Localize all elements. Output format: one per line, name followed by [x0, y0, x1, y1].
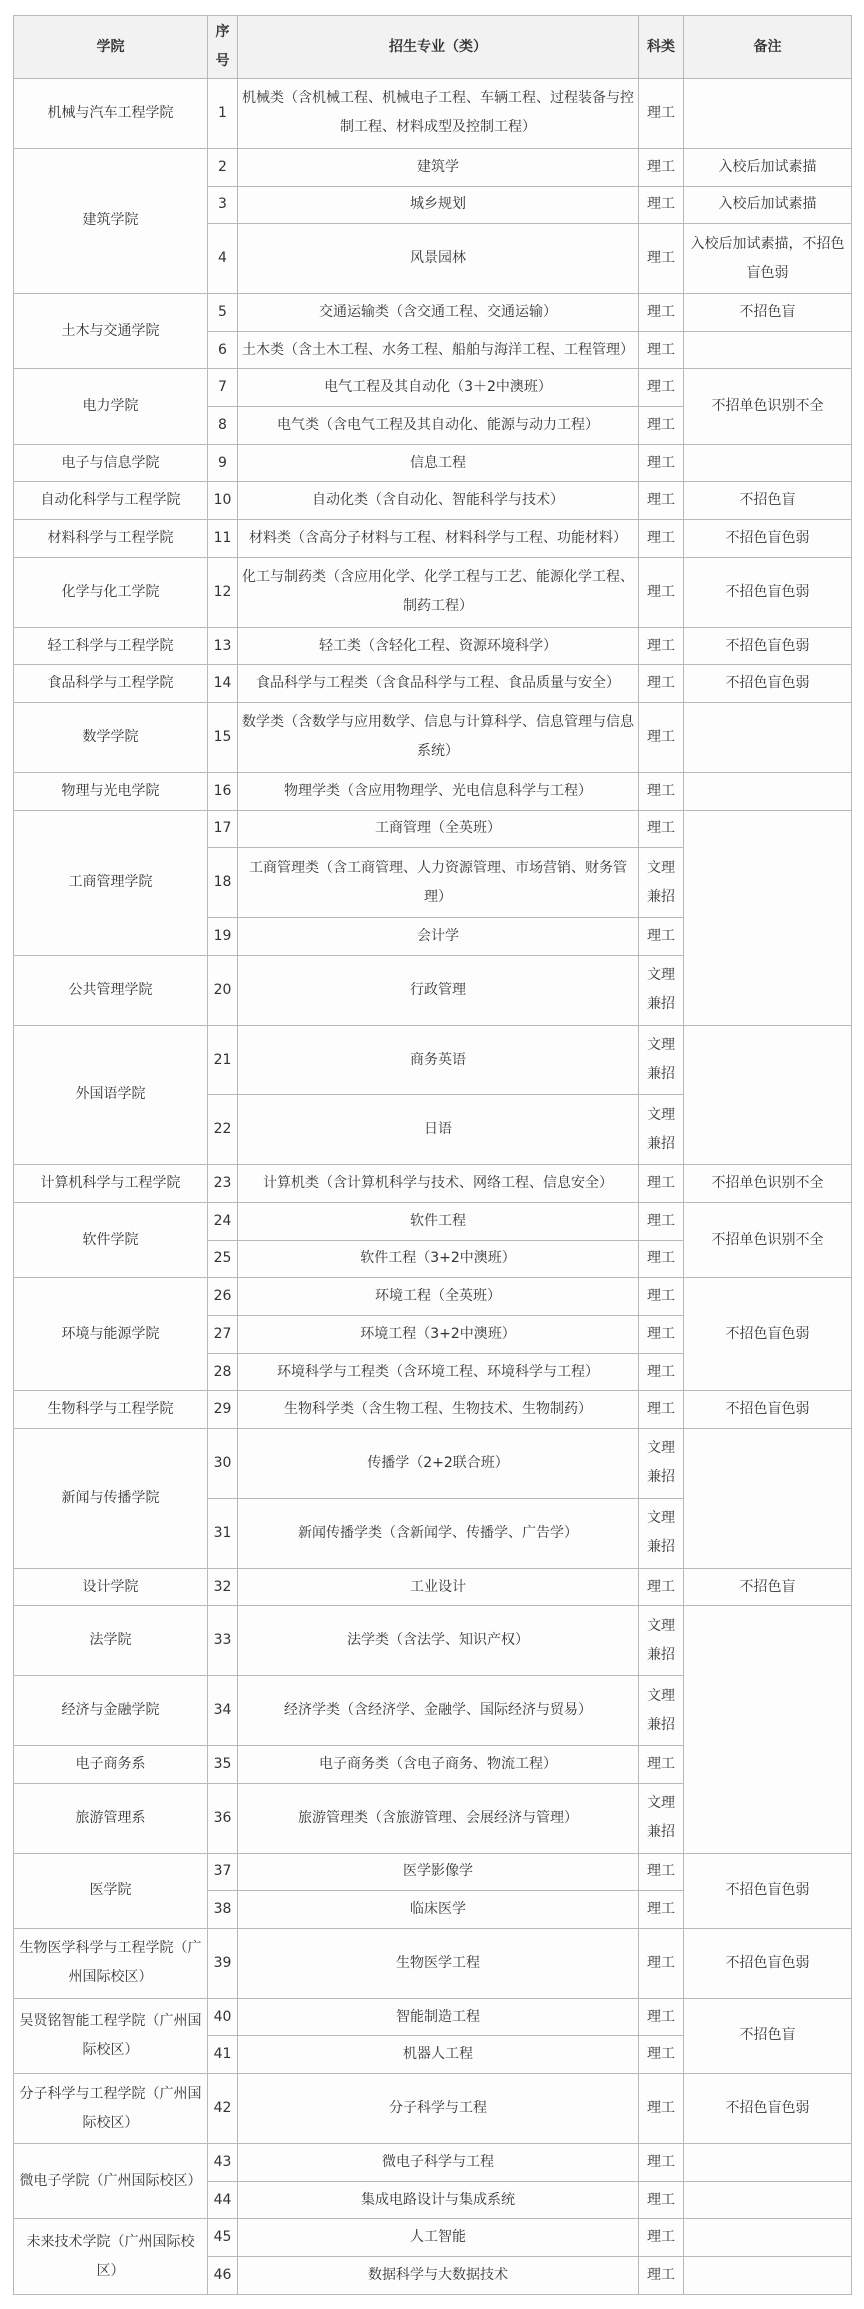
table-row [14, 1202, 852, 1240]
major-cell: 材料类（含高分子材料与工程、材料科学与工程、功能材料） [238, 520, 639, 558]
number-cell: 24 [208, 1202, 238, 1240]
number-cell: 38 [208, 1891, 238, 1929]
college-cell: 自动化科学与工程学院 [14, 482, 208, 520]
college-cell: 经济与金融学院 [14, 1676, 208, 1746]
major-cell: 旅游管理类（含旅游管理、会展经济与管理） [238, 1783, 639, 1853]
college-cell: 土木与交通学院 [14, 294, 208, 369]
number-cell: 26 [208, 1278, 238, 1316]
header-category: 科类 [639, 16, 684, 79]
number-cell: 8 [208, 407, 238, 445]
category-cell: 理工 [639, 1853, 684, 1891]
major-cell: 机器人工程 [238, 2036, 639, 2074]
major-cell: 法学类（含法学、知识产权） [238, 1606, 639, 1676]
number-cell: 11 [208, 520, 238, 558]
table-row [14, 557, 852, 627]
note-cell: 不招单色识别不全 [684, 369, 852, 444]
category-cell: 理工 [639, 331, 684, 369]
major-cell: 行政管理 [238, 955, 639, 1025]
table-row [14, 520, 852, 558]
note-cell: 不招单色识别不全 [684, 1202, 852, 1277]
college-cell: 外国语学院 [14, 1025, 208, 1165]
college-cell: 物理与光电学院 [14, 772, 208, 810]
number-cell: 27 [208, 1316, 238, 1354]
category-cell: 理工 [639, 2143, 684, 2181]
major-cell: 传播学（2+2联合班） [238, 1429, 639, 1499]
college-cell: 生物科学与工程学院 [14, 1391, 208, 1429]
college-cell: 电力学院 [14, 369, 208, 444]
number-cell: 44 [208, 2181, 238, 2219]
category-cell: 理工 [639, 2219, 684, 2257]
note-cell: 不招色盲色弱 [684, 520, 852, 558]
major-cell: 数据科学与大数据技术 [238, 2257, 639, 2295]
table-row [14, 772, 852, 810]
number-cell: 28 [208, 1353, 238, 1391]
table-row [14, 369, 852, 407]
note-cell [684, 1429, 852, 1569]
college-cell: 计算机科学与工程学院 [14, 1165, 208, 1203]
note-cell [684, 444, 852, 482]
number-cell: 10 [208, 482, 238, 520]
number-cell: 29 [208, 1391, 238, 1429]
number-cell: 37 [208, 1853, 238, 1891]
category-cell: 理工 [639, 2074, 684, 2144]
number-cell: 13 [208, 627, 238, 665]
college-cell: 化学与化工学院 [14, 557, 208, 627]
number-cell: 9 [208, 444, 238, 482]
major-cell: 城乡规划 [238, 186, 639, 224]
major-cell: 电子商务类（含电子商务、物流工程） [238, 1746, 639, 1784]
number-cell: 34 [208, 1676, 238, 1746]
major-cell: 工商管理（全英班） [238, 810, 639, 848]
number-cell: 21 [208, 1025, 238, 1095]
number-cell: 36 [208, 1783, 238, 1853]
note-cell: 不招色盲 [684, 1998, 852, 2073]
college-cell: 生物医学科学与工程学院（广州国际校区） [14, 1928, 208, 1998]
major-cell: 微电子科学与工程 [238, 2143, 639, 2181]
college-cell: 软件学院 [14, 1202, 208, 1277]
note-cell: 不招色盲 [684, 294, 852, 332]
header-note: 备注 [684, 16, 852, 79]
category-cell: 理工 [639, 444, 684, 482]
table-row [14, 1853, 852, 1891]
number-cell: 32 [208, 1568, 238, 1606]
note-cell: 不招色盲色弱 [684, 2074, 852, 2144]
category-cell: 理工 [639, 1891, 684, 1929]
table-row [14, 1278, 852, 1316]
number-cell: 5 [208, 294, 238, 332]
category-cell: 理工 [639, 1316, 684, 1354]
major-cell: 机械类（含机械工程、机械电子工程、车辆工程、过程装备与控制工程、材料成型及控制工程） [238, 79, 639, 149]
category-cell: 文理兼招 [639, 1498, 684, 1568]
college-cell: 公共管理学院 [14, 955, 208, 1025]
major-cell: 临床医学 [238, 1891, 639, 1929]
major-cell: 医学影像学 [238, 1853, 639, 1891]
category-cell: 文理兼招 [639, 1783, 684, 1853]
major-cell: 轻工类（含轻化工程、资源环境科学） [238, 627, 639, 665]
college-cell: 未来技术学院（广州国际校区） [14, 2219, 208, 2295]
header-major: 招生专业（类） [238, 16, 639, 79]
category-cell: 理工 [639, 918, 684, 956]
category-cell: 理工 [639, 1165, 684, 1203]
major-cell: 生物科学类（含生物工程、生物技术、生物制药） [238, 1391, 639, 1429]
number-cell: 45 [208, 2219, 238, 2257]
major-cell: 物理学类（含应用物理学、光电信息科学与工程） [238, 772, 639, 810]
category-cell: 文理兼招 [639, 955, 684, 1025]
table-row [14, 1606, 852, 1676]
note-cell [684, 2143, 852, 2181]
number-cell: 16 [208, 772, 238, 810]
category-cell: 文理兼招 [639, 1025, 684, 1095]
number-cell: 35 [208, 1746, 238, 1784]
college-cell: 材料科学与工程学院 [14, 520, 208, 558]
note-cell [684, 2257, 852, 2295]
major-cell: 信息工程 [238, 444, 639, 482]
note-cell [684, 1025, 852, 1165]
number-cell: 25 [208, 1240, 238, 1278]
major-cell: 软件工程（3+2中澳班） [238, 1240, 639, 1278]
note-cell: 不招色盲色弱 [684, 1391, 852, 1429]
note-cell [684, 772, 852, 810]
table-row [14, 703, 852, 773]
major-cell: 集成电路设计与集成系统 [238, 2181, 639, 2219]
major-cell: 电气工程及其自动化（3＋2中澳班） [238, 369, 639, 407]
category-cell: 理工 [639, 2036, 684, 2074]
category-cell: 理工 [639, 520, 684, 558]
college-cell: 食品科学与工程学院 [14, 665, 208, 703]
number-cell: 43 [208, 2143, 238, 2181]
note-cell: 不招色盲色弱 [684, 1928, 852, 1998]
major-cell: 会计学 [238, 918, 639, 956]
admission-majors-table [13, 15, 852, 2295]
table-row [14, 2074, 852, 2144]
college-cell: 建筑学院 [14, 148, 208, 293]
major-cell: 交通运输类（含交通工程、交通运输） [238, 294, 639, 332]
note-cell: 入校后加试素描 [684, 186, 852, 224]
note-cell: 不招色盲色弱 [684, 665, 852, 703]
major-cell: 经济学类（含经济学、金融学、国际经济与贸易） [238, 1676, 639, 1746]
table-row [14, 482, 852, 520]
major-cell: 土木类（含土木工程、水务工程、船舶与海洋工程、工程管理） [238, 331, 639, 369]
major-cell: 智能制造工程 [238, 1998, 639, 2036]
note-cell: 入校后加试素描，不招色盲色弱 [684, 224, 852, 294]
category-cell: 理工 [639, 148, 684, 186]
college-cell: 机械与汽车工程学院 [14, 79, 208, 149]
category-cell: 理工 [639, 1278, 684, 1316]
number-cell: 3 [208, 186, 238, 224]
number-cell: 39 [208, 1928, 238, 1998]
table-row [14, 444, 852, 482]
table-row [14, 1429, 852, 1499]
table-row [14, 2219, 852, 2257]
major-cell: 环境工程（3+2中澳班） [238, 1316, 639, 1354]
category-cell: 理工 [639, 1353, 684, 1391]
table-row [14, 2143, 852, 2181]
major-cell: 人工智能 [238, 2219, 639, 2257]
note-cell [684, 331, 852, 369]
number-cell: 14 [208, 665, 238, 703]
major-cell: 新闻传播学类（含新闻学、传播学、广告学） [238, 1498, 639, 1568]
college-cell: 医学院 [14, 1853, 208, 1928]
table-row [14, 79, 852, 149]
note-cell: 不招色盲色弱 [684, 1853, 852, 1928]
category-cell: 理工 [639, 810, 684, 848]
table-body [14, 79, 852, 2295]
number-cell: 2 [208, 148, 238, 186]
college-cell: 设计学院 [14, 1568, 208, 1606]
note-cell: 不招色盲色弱 [684, 627, 852, 665]
table-row [14, 1568, 852, 1606]
number-cell: 17 [208, 810, 238, 848]
note-cell: 不招色盲 [684, 482, 852, 520]
number-cell: 23 [208, 1165, 238, 1203]
note-cell [684, 2219, 852, 2257]
number-cell: 22 [208, 1095, 238, 1165]
table-row [14, 1025, 852, 1095]
category-cell: 理工 [639, 1568, 684, 1606]
major-cell: 工商管理类（含工商管理、人力资源管理、市场营销、财务管理） [238, 848, 639, 918]
category-cell: 理工 [639, 1998, 684, 2036]
major-cell: 化工与制药类（含应用化学、化学工程与工艺、能源化学工程、制药工程） [238, 557, 639, 627]
major-cell: 软件工程 [238, 1202, 639, 1240]
major-cell: 电气类（含电气工程及其自动化、能源与动力工程） [238, 407, 639, 445]
category-cell: 理工 [639, 224, 684, 294]
number-cell: 1 [208, 79, 238, 149]
number-cell: 41 [208, 2036, 238, 2074]
table-row [14, 1391, 852, 1429]
note-cell: 不招色盲色弱 [684, 1278, 852, 1391]
college-cell: 法学院 [14, 1606, 208, 1676]
category-cell: 理工 [639, 369, 684, 407]
number-cell: 15 [208, 703, 238, 773]
number-cell: 46 [208, 2257, 238, 2295]
category-cell: 文理兼招 [639, 1095, 684, 1165]
major-cell: 环境科学与工程类（含环境工程、环境科学与工程） [238, 1353, 639, 1391]
note-cell [684, 1606, 852, 1853]
table-row [14, 1165, 852, 1203]
college-cell: 工商管理学院 [14, 810, 208, 955]
college-cell: 微电子学院（广州国际校区） [14, 2143, 208, 2218]
number-cell: 19 [208, 918, 238, 956]
number-cell: 40 [208, 1998, 238, 2036]
number-cell: 42 [208, 2074, 238, 2144]
header-college: 学院 [14, 16, 208, 79]
college-cell: 电子商务系 [14, 1746, 208, 1784]
note-cell [684, 703, 852, 773]
number-cell: 31 [208, 1498, 238, 1568]
college-cell: 轻工科学与工程学院 [14, 627, 208, 665]
college-cell: 吴贤铭智能工程学院（广州国际校区） [14, 1998, 208, 2073]
note-cell [684, 79, 852, 149]
table-row [14, 148, 852, 186]
major-cell: 工业设计 [238, 1568, 639, 1606]
category-cell: 理工 [639, 665, 684, 703]
table-header-row [14, 16, 852, 79]
category-cell: 理工 [639, 2181, 684, 2219]
category-cell: 理工 [639, 482, 684, 520]
note-cell [684, 810, 852, 1025]
college-cell: 旅游管理系 [14, 1783, 208, 1853]
number-cell: 4 [208, 224, 238, 294]
major-cell: 风景园林 [238, 224, 639, 294]
category-cell: 理工 [639, 1391, 684, 1429]
number-cell: 6 [208, 331, 238, 369]
number-cell: 18 [208, 848, 238, 918]
major-cell: 数学类（含数学与应用数学、信息与计算科学、信息管理与信息系统） [238, 703, 639, 773]
college-cell: 新闻与传播学院 [14, 1429, 208, 1569]
note-cell: 不招色盲色弱 [684, 557, 852, 627]
number-cell: 33 [208, 1606, 238, 1676]
number-cell: 20 [208, 955, 238, 1025]
major-cell: 商务英语 [238, 1025, 639, 1095]
college-cell: 分子科学与工程学院（广州国际校区） [14, 2074, 208, 2144]
category-cell: 理工 [639, 186, 684, 224]
note-cell: 不招色盲 [684, 1568, 852, 1606]
number-cell: 7 [208, 369, 238, 407]
category-cell: 理工 [639, 1240, 684, 1278]
major-cell: 食品科学与工程类（含食品科学与工程、食品质量与安全） [238, 665, 639, 703]
category-cell: 文理兼招 [639, 1676, 684, 1746]
category-cell: 理工 [639, 79, 684, 149]
category-cell: 理工 [639, 2257, 684, 2295]
major-cell: 环境工程（全英班） [238, 1278, 639, 1316]
category-cell: 理工 [639, 557, 684, 627]
major-cell: 日语 [238, 1095, 639, 1165]
college-cell: 数学学院 [14, 703, 208, 773]
major-cell: 计算机类（含计算机科学与技术、网络工程、信息安全） [238, 1165, 639, 1203]
category-cell: 文理兼招 [639, 1606, 684, 1676]
category-cell: 理工 [639, 1746, 684, 1784]
table-row [14, 1998, 852, 2036]
college-cell: 电子与信息学院 [14, 444, 208, 482]
major-cell: 生物医学工程 [238, 1928, 639, 1998]
header-number: 序号 [208, 16, 238, 79]
major-cell: 分子科学与工程 [238, 2074, 639, 2144]
category-cell: 文理兼招 [639, 1429, 684, 1499]
category-cell: 理工 [639, 703, 684, 773]
table-row [14, 665, 852, 703]
category-cell: 理工 [639, 407, 684, 445]
note-cell [684, 2181, 852, 2219]
category-cell: 理工 [639, 1928, 684, 1998]
major-cell: 建筑学 [238, 148, 639, 186]
table-row [14, 810, 852, 848]
number-cell: 30 [208, 1429, 238, 1499]
major-cell: 自动化类（含自动化、智能科学与技术） [238, 482, 639, 520]
note-cell: 不招单色识别不全 [684, 1165, 852, 1203]
table-row [14, 294, 852, 332]
category-cell: 理工 [639, 294, 684, 332]
note-cell: 入校后加试素描 [684, 148, 852, 186]
category-cell: 理工 [639, 1202, 684, 1240]
category-cell: 文理兼招 [639, 848, 684, 918]
college-cell: 环境与能源学院 [14, 1278, 208, 1391]
table-row [14, 627, 852, 665]
number-cell: 12 [208, 557, 238, 627]
category-cell: 理工 [639, 772, 684, 810]
table-row [14, 1928, 852, 1998]
category-cell: 理工 [639, 627, 684, 665]
